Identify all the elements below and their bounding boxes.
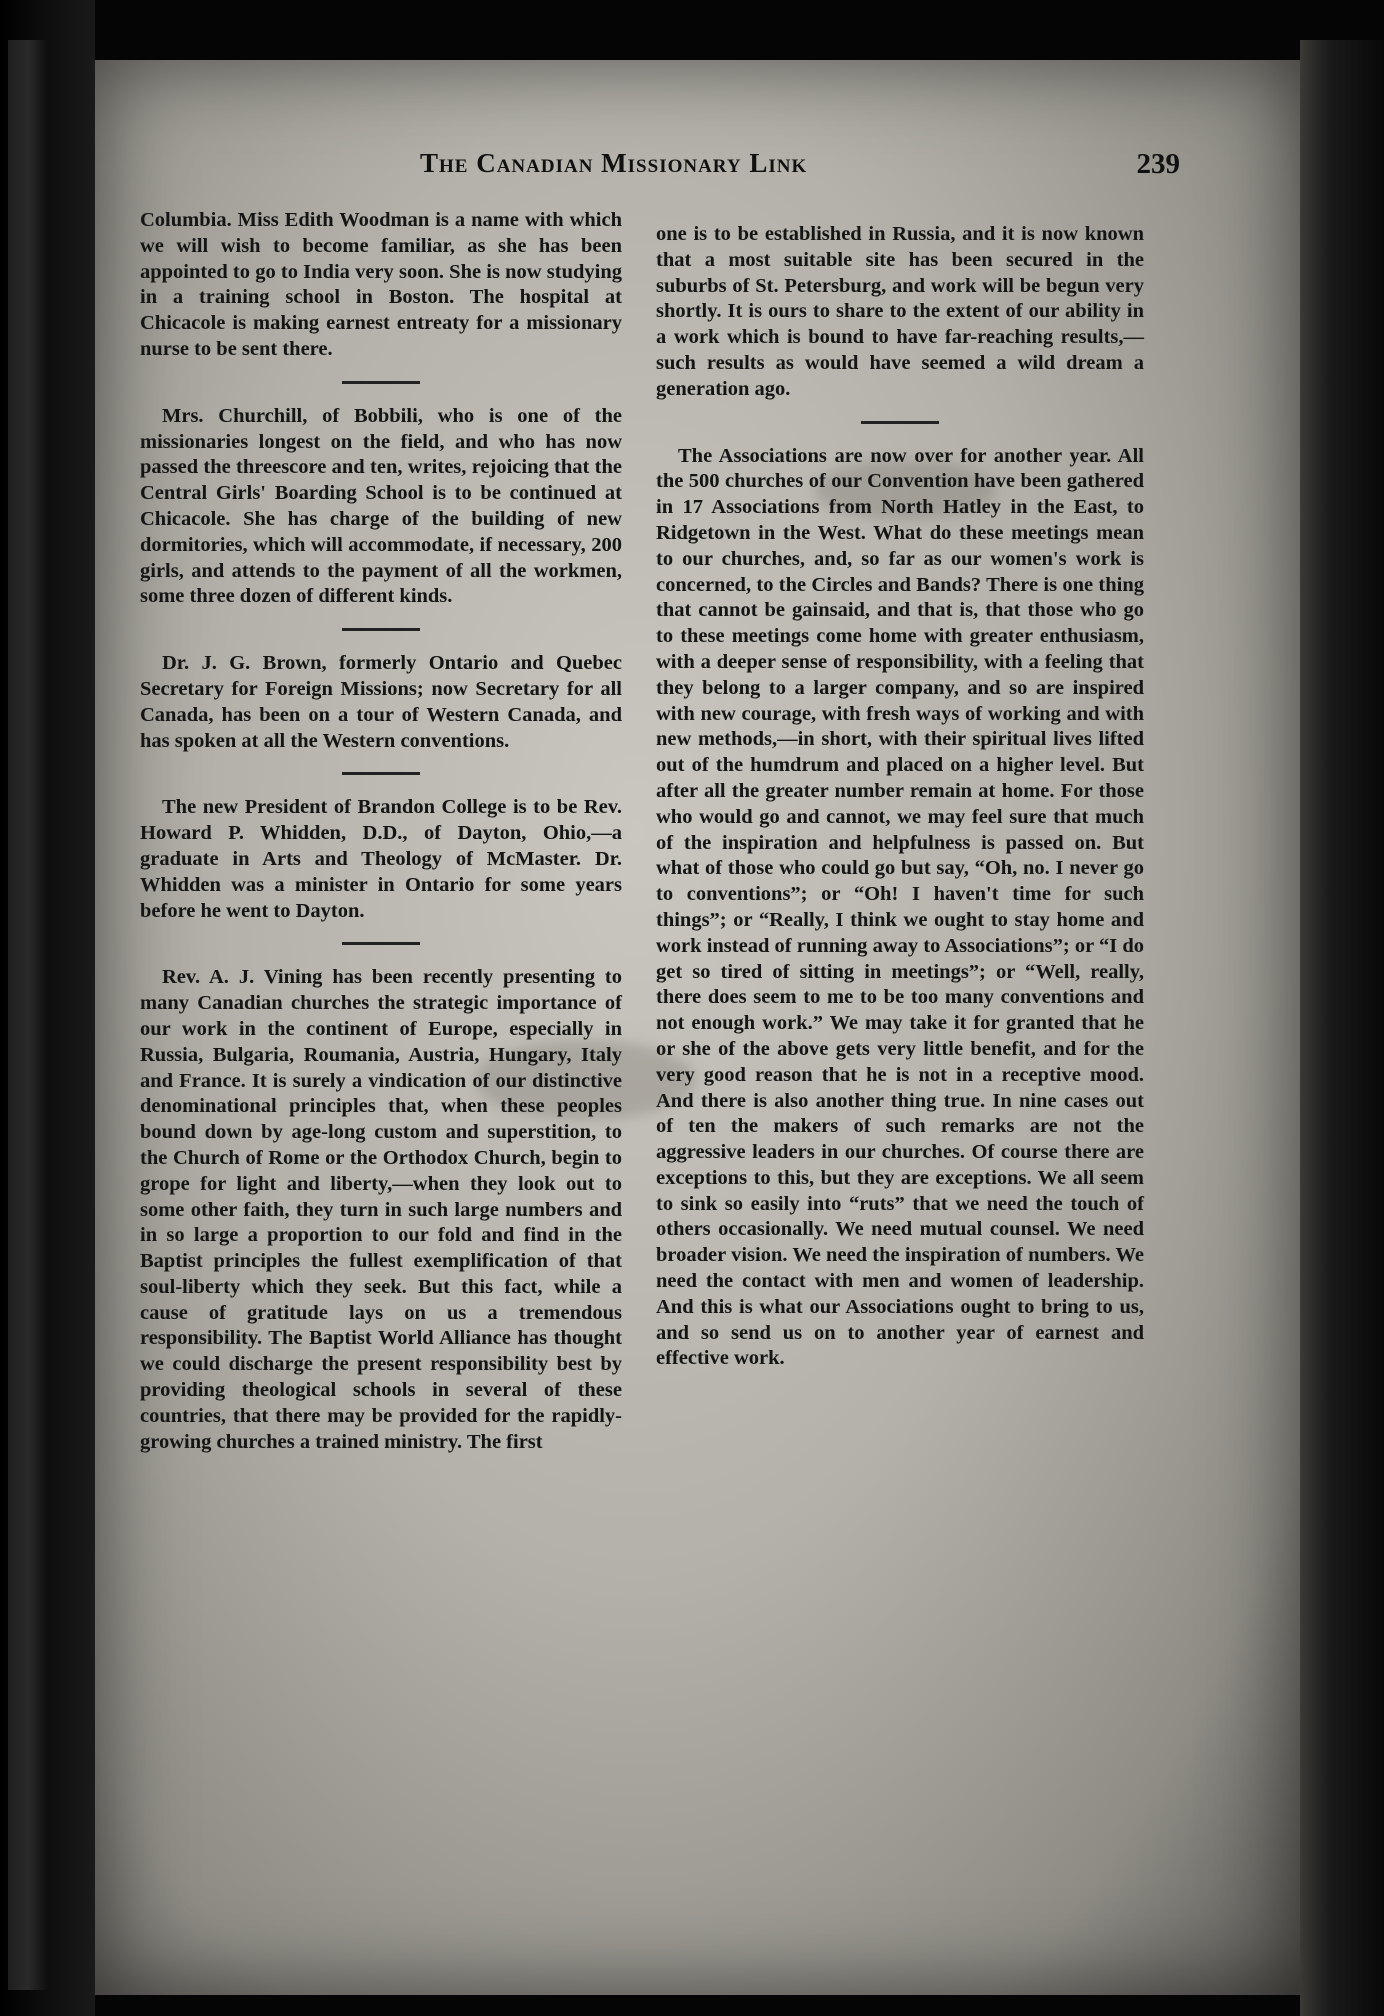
paragraph: The Associations are now over for another year. All the 500 churches of our Convention have been gathered in 17 Associations from North Hatley in the East, to Ridgetown in the West. What do these meetings mean to our churches, and, so far as our women's work is concerned, to the Circles and Bands? There is one thing that cannot be gainsaid, and that is, that those who go to these meetings come home with greater enthusiasm, with a deeper sense of responsibility, with a feeling that they belong to a larger company, and so are inspired with new courage, with fresh ways of working and with new methods,—in short, with their spiritual lives lifted out of the humdrum and placed on a higher level. But after all the greater number remain at home. For those who would go and cannot, we may feel sure that much of the inspiration and helpfulness is passed on. But what of those who could go but say, “Oh, no. I never go to conventions”; or “Oh! I haven't time for such things”; or “Really, I think we ought to stay home and work instead of running away to Associations”; or “I do get so tired of sitting in meetings”; or “Well, really, there does seem to me to be too many conventions and not enough work.” We may take it for granted that he or she of the above gets very little benefit, and for the very good reason that he is not in a receptive mood. And there is also another thing true. In nine cases out of ten the makers of such remarks are not the aggressive leaders in our churches. Of course there are exceptions to this, but they are exceptions. We all seem to sink so easily into “ruts” that we need the touch of others occasionally. We need mutual counsel. We need broader vision. We need the inspiration of numbers. We need the contact with men and women of leadership. And this is what our Associations ought to bring to us, and so send us on to another year of earnest and effective work. — [656, 444, 1144, 1370]
page-number: 239 — [1136, 148, 1180, 180]
section-divider — [342, 381, 420, 384]
paragraph: Rev. A. J. Vining has been recently presenting to many Canadian churches the strategic importance of our work in the continent of Europe, especially in Russia, Bulgaria, Roumania, Austria, Hungary, Italy and France. It is surely a vindication of our distinctive denominational principles that, when these peoples bound down by age-long custom and superstition, to the Church of Rome or the Orthodox Church, begin to grope for light and liberty,—when they look out to some other faith, they turn in such large numbers and in so large a proportion to our fold and find in the Baptist principles the fullest exemplification of that soul-liberty which they seek. But this fact, while a cause of gratitude lays on us a tremendous responsibility. The Baptist World Alliance has thought we could discharge the present responsibility best by providing theological schools in several of these countries, that there may be provided for the rapidly-growing churches a trained ministry. The first — [140, 966, 622, 1453]
section-divider — [861, 421, 939, 424]
paragraph: Dr. J. G. Brown, formerly Ontario and Quebec Secretary for Foreign Missions; now Secretary for all Canada, has been on a tour of Western Canada, and has spoken at all the Western conventions. — [140, 652, 622, 752]
section-divider — [342, 628, 420, 631]
page-edge-shadow — [1300, 40, 1384, 2016]
binding-strip — [8, 40, 48, 1990]
paragraph: one is to be established in Russia, and it is now known that a most suitable site has been secured in the suburbs of St. Petersburg, and work will be begun very shortly. It is ours to share to the extent of our ability in a work which is bound to have far-reaching results,—such results as would have seemed a wild dream a generation ago. — [656, 223, 1144, 400]
section-divider — [342, 942, 420, 945]
right-column — [656, 222, 1144, 1372]
paragraph: Mrs. Churchill, of Bobbili, who is one of the missionaries longest on the field, and who has now passed the threescore and ten, writes, rejoicing that the Central Girls' Boarding School is to be continued at Chicacole. She has charge of the building of new dormitories, which will accommodate, if necessary, 200 girls, and attends to the payment of all the workmen, some three dozen of different kinds. — [140, 404, 622, 608]
section-divider — [342, 772, 420, 775]
page-header — [300, 148, 1180, 198]
paragraph: Columbia. Miss Edith Woodman is a name with which we will wish to become familiar, as she has been appointed to go to India very soon. She is now studying in a training school in Boston. The hospital at Chicacole is making earnest entreaty for a missionary nurse to be sent there. — [140, 209, 622, 360]
left-column — [140, 208, 622, 1455]
paragraph: The new President of Brandon College is to be Rev. Howard P. Whidden, D.D., of Dayton, Ohio,—a graduate in Arts and Theology of McMaster. Dr. Whidden was a minister in Ontario for some years before he went to Dayton. — [140, 796, 622, 922]
running-title: The Canadian Missionary Link — [420, 148, 808, 178]
